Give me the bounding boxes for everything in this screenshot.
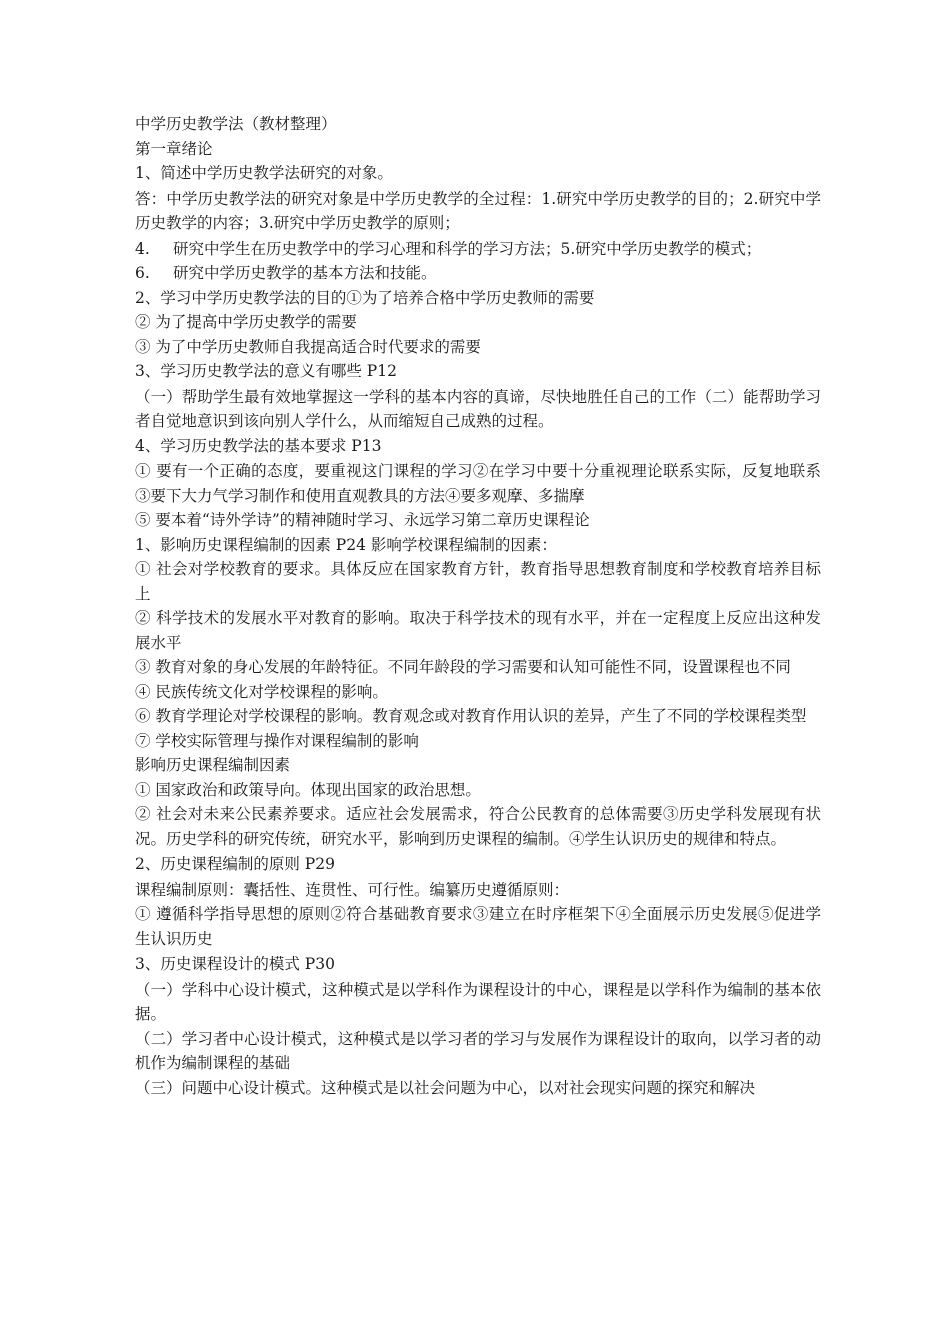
answer-1-item-6 bbox=[135, 261, 821, 286]
answer-3: （一）帮助学生最有效地掌握这一学科的基本内容的真谛，尽快地胜任自己的工作（二）能帮助学习者自觉地意识到该向别人学什么，从而缩短自己成熟的过程。 bbox=[135, 387, 821, 430]
chapter-2-answer-3-item-1: （一）学科中心设计模式，这种模式是以学科作为课程设计的中心，课程是以学科作为编制的基本依据。 bbox=[135, 980, 821, 1023]
item-number: 6. bbox=[135, 264, 150, 282]
item-number: 4. bbox=[135, 239, 150, 258]
factors-heading: 影响历史课程编制因素 bbox=[135, 756, 291, 774]
document-page bbox=[135, 112, 821, 1100]
document-title: 中学历史教学法（教材整理） bbox=[135, 115, 337, 133]
chapter-2-question-3: 3、历史课程设计的模式 P30 bbox=[135, 955, 335, 973]
item-text: 研究中学历史教学的基本方法和技能。 bbox=[173, 264, 437, 282]
item-text: 研究中学生在历史教学中的学习心理和科学的学习方法；5.研究中学历史教学的模式； bbox=[173, 239, 762, 258]
chapter-2-answer-1-item-1: ① 社会对学校教育的要求。具体反应在国家教育方针，教育指导思想教育制度和学校教育培养目标上 bbox=[135, 560, 821, 603]
answer-4-items: ① 要有一个正确的态度，要重视这门课程的学习②在学习中要十分重视理论联系实际，反复地联系③要下大力气学习制作和使用直观教具的方法④要多观摩、多揣摩 bbox=[135, 462, 821, 505]
factor-item-1: ① 国家政治和政策导向。体现出国家的政治思想。 bbox=[135, 780, 481, 799]
chapter-2-answer-2: 课程编制原则：囊括性、连贯性、可行性。编纂历史遵循原则： bbox=[135, 880, 570, 899]
question-4: 4、学习历史教学法的基本要求 P13 bbox=[135, 436, 382, 455]
chapter-2-question-1: 1、影响历史课程编制的因素 P24 影响学校课程编制的因素： bbox=[135, 535, 557, 554]
answer-2-item-2: ② 为了提高中学历史教学的需要 bbox=[135, 313, 357, 331]
question-1: 1、简述中学历史教学法研究的对象。 bbox=[135, 164, 393, 182]
chapter-2-answer-1-item-4: ④ 民族传统文化对学校课程的影响。 bbox=[135, 682, 388, 701]
factor-item-2: ② 社会对未来公民素养要求。适应社会发展需求，符合公民教育的总体需要③历史学科发展现有状况。历史学科的研究传统，研究水平，影响到历史课程的编制。④学生认识历史的规律和特点。 bbox=[135, 805, 821, 848]
chapter-2-answer-3-item-2: （二）学习者中心设计模式，这种模式是以学习者的学习与发展作为课程设计的取向，以学习者的动机作为编制课程的基础 bbox=[135, 1029, 821, 1072]
chapter-2-answer-1-item-3: ③ 教育对象的身心发展的年龄特征。不同年龄段的学习需要和认知可能性不同，设置课程也不同 bbox=[135, 658, 791, 676]
question-2: 2、学习中学历史教学法的目的①为了培养合格中学历史教师的需要 bbox=[135, 288, 595, 307]
chapter-2-question-2: 2、历史课程编制的原则 P29 bbox=[135, 855, 335, 873]
answer-1: 答：中学历史教学法的研究对象是中学历史教学的全过程：1.研究中学历史教学的目的；2.研究中学历史教学的内容；3.研究中学历史教学的原则； bbox=[135, 189, 821, 232]
chapter-2-answer-1-item-7: ⑦ 学校实际管理与操作对课程编制的影响 bbox=[135, 731, 419, 750]
chapter-2-answer-1-item-6: ⑥ 教育学理论对学校课程的影响。教育观念或对教育作用认识的差异，产生了不同的学校课程类型 bbox=[135, 707, 807, 725]
chapter-2-answer-3-item-3: （三）问题中心设计模式。这种模式是以社会问题为中心，以对社会现实问题的探究和解决 bbox=[135, 1078, 756, 1097]
chapter-2-answer-2-list: ① 遵循科学指导思想的原则②符合基础教育要求③建立在时序框架下④全面展示历史发展⑤促进学生认识历史 bbox=[135, 905, 821, 948]
question-3: 3、学习历史教学法的意义有哪些 P12 bbox=[135, 362, 397, 380]
answer-4-item-5: ⑤ 要本着“诗外学诗”的精神随时学习、永远学习第二章历史课程论 bbox=[135, 511, 590, 529]
chapter-1-heading: 第一章绪论 bbox=[135, 139, 213, 158]
answer-2-item-3: ③ 为了中学历史教师自我提高适合时代要求的需要 bbox=[135, 337, 481, 356]
answer-1-item-4 bbox=[135, 237, 821, 262]
chapter-2-answer-1-item-2: ② 科学技术的发展水平对教育的影响。取决于科学技术的现有水平，并在一定程度上反应出这种发展水平 bbox=[135, 609, 821, 652]
